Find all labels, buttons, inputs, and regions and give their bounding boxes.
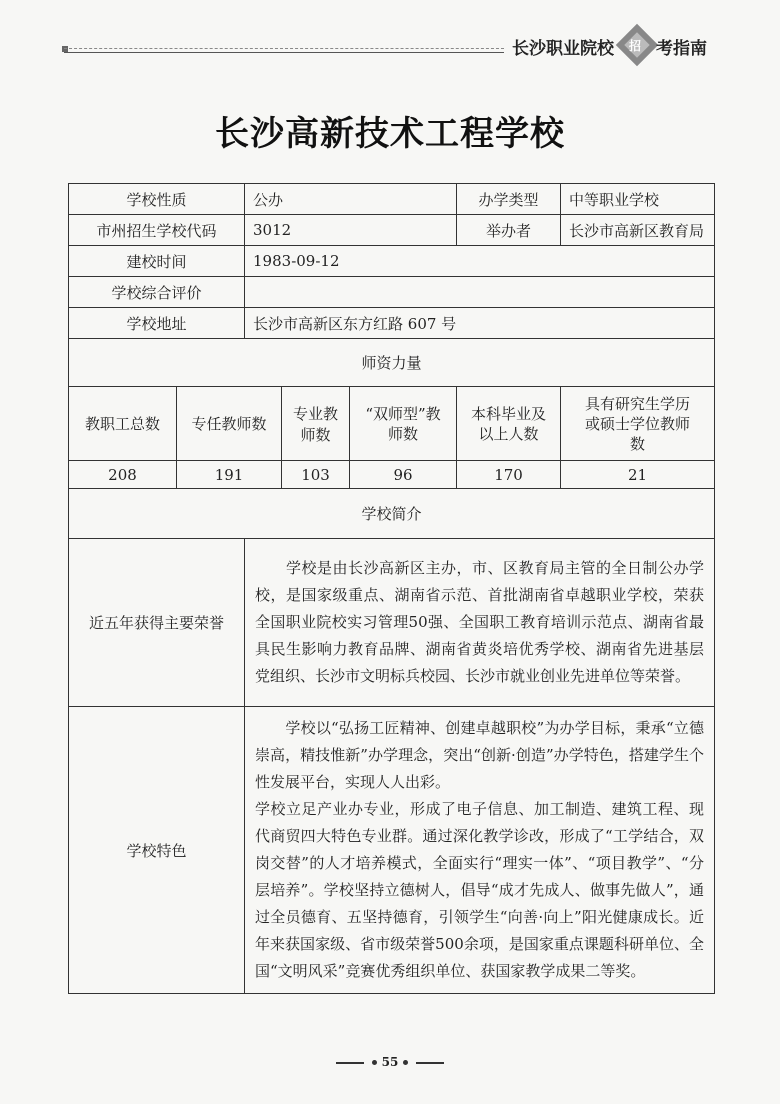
features-cell [245,707,715,994]
features-label: 学校特色 [69,707,245,994]
honors-text: 学校是由长沙高新区主办，市、区教育局主管的全日制公办学校，是国家级重点、湖南省示范、首批湖南省卓越职业学校，荣获全国职业院校实习管理50强、全国职工教育培训示范点、湖南省最具民生影响力教育品牌、湖南省黄炎培优秀学校、湖南省先进基层党组织、长沙市文明标兵校园、长沙市就业创业先进单位等荣誉。 [245,539,715,707]
honors-label: 近五年获得主要荣誉 [69,539,245,707]
features-paragraph-1: 学校以“弘扬工匠精神、创建卓越职校”为办学目标，秉承“立德崇高，精技惟新”办学理念，突出“创新·创造”办学特色，搭建学生个性发展平台，实现人人出彩。 [255,719,705,791]
header-rule-solid [64,52,504,53]
faculty-header: 教职工总数 [69,387,177,461]
founded-label: 建校时间 [69,246,245,277]
header-rule [64,48,504,49]
faculty-header: 本科毕业及以上人数 [457,387,561,461]
footer-dot-right [403,1060,408,1065]
rating-value [245,277,715,308]
sponsor-value: 长沙市高新区教育局 [561,215,715,246]
school-info-table [68,183,715,994]
faculty-header: “双师型”教师数 [350,387,457,461]
footer-dot-left [372,1060,377,1065]
faculty-value: 191 [177,461,282,489]
header-title-part2: 考指南 [656,39,707,59]
type-label: 办学类型 [457,184,561,215]
faculty-value: 208 [69,461,177,489]
footer [0,1055,780,1069]
page-title: 长沙高新技术工程学校 [215,114,565,154]
faculty-section-title: 师资力量 [69,339,715,387]
faculty-value: 96 [350,461,457,489]
code-label: 市州招生学校代码 [69,215,245,246]
address-label: 学校地址 [69,308,245,339]
code-value: 3012 [245,215,457,246]
faculty-value: 21 [561,461,715,489]
nature-value: 公办 [245,184,457,215]
type-value: 中等职业学校 [561,184,715,215]
header-badge-text: 招 [629,39,642,53]
footer-rule-left [336,1062,364,1064]
sponsor-label: 举办者 [457,215,561,246]
faculty-header: 专业教师数 [282,387,350,461]
intro-section-title: 学校简介 [69,489,715,539]
nature-label: 学校性质 [69,184,245,215]
faculty-value: 103 [282,461,350,489]
header-title-part1: 长沙职业院校 [512,39,614,59]
founded-value: 1983-09-12 [245,246,715,277]
page-number: 55 [381,1055,399,1069]
faculty-value: 170 [457,461,561,489]
faculty-header: 具有研究生学历或硕士学位教师数 [561,387,715,461]
rating-label: 学校综合评价 [69,277,245,308]
features-paragraph-2: 学校立足产业办专业，形成了电子信息、加工制造、建筑工程、现代商贸四大特色专业群。通过深化教学诊改，形成了“工学结合，双岗交替”的人才培养模式，全面实行“理实一体”、“项目教学”、“分层培养”。学校坚持立德树人，倡导“成才先成人、做事先做人”，通过全员德育、五坚持德育，引领学生“向善·向上”阳光健康成长。近年来获国家级、省市级荣誉500余项，是国家重点课题科研单位、全国“文明风采”竞赛优秀组织单位、获国家教学成果二等奖。 [255,800,705,980]
faculty-header: 专任教师数 [177,387,282,461]
address-value: 长沙市高新区东方红路 607 号 [245,308,715,339]
footer-rule-right [416,1062,444,1064]
